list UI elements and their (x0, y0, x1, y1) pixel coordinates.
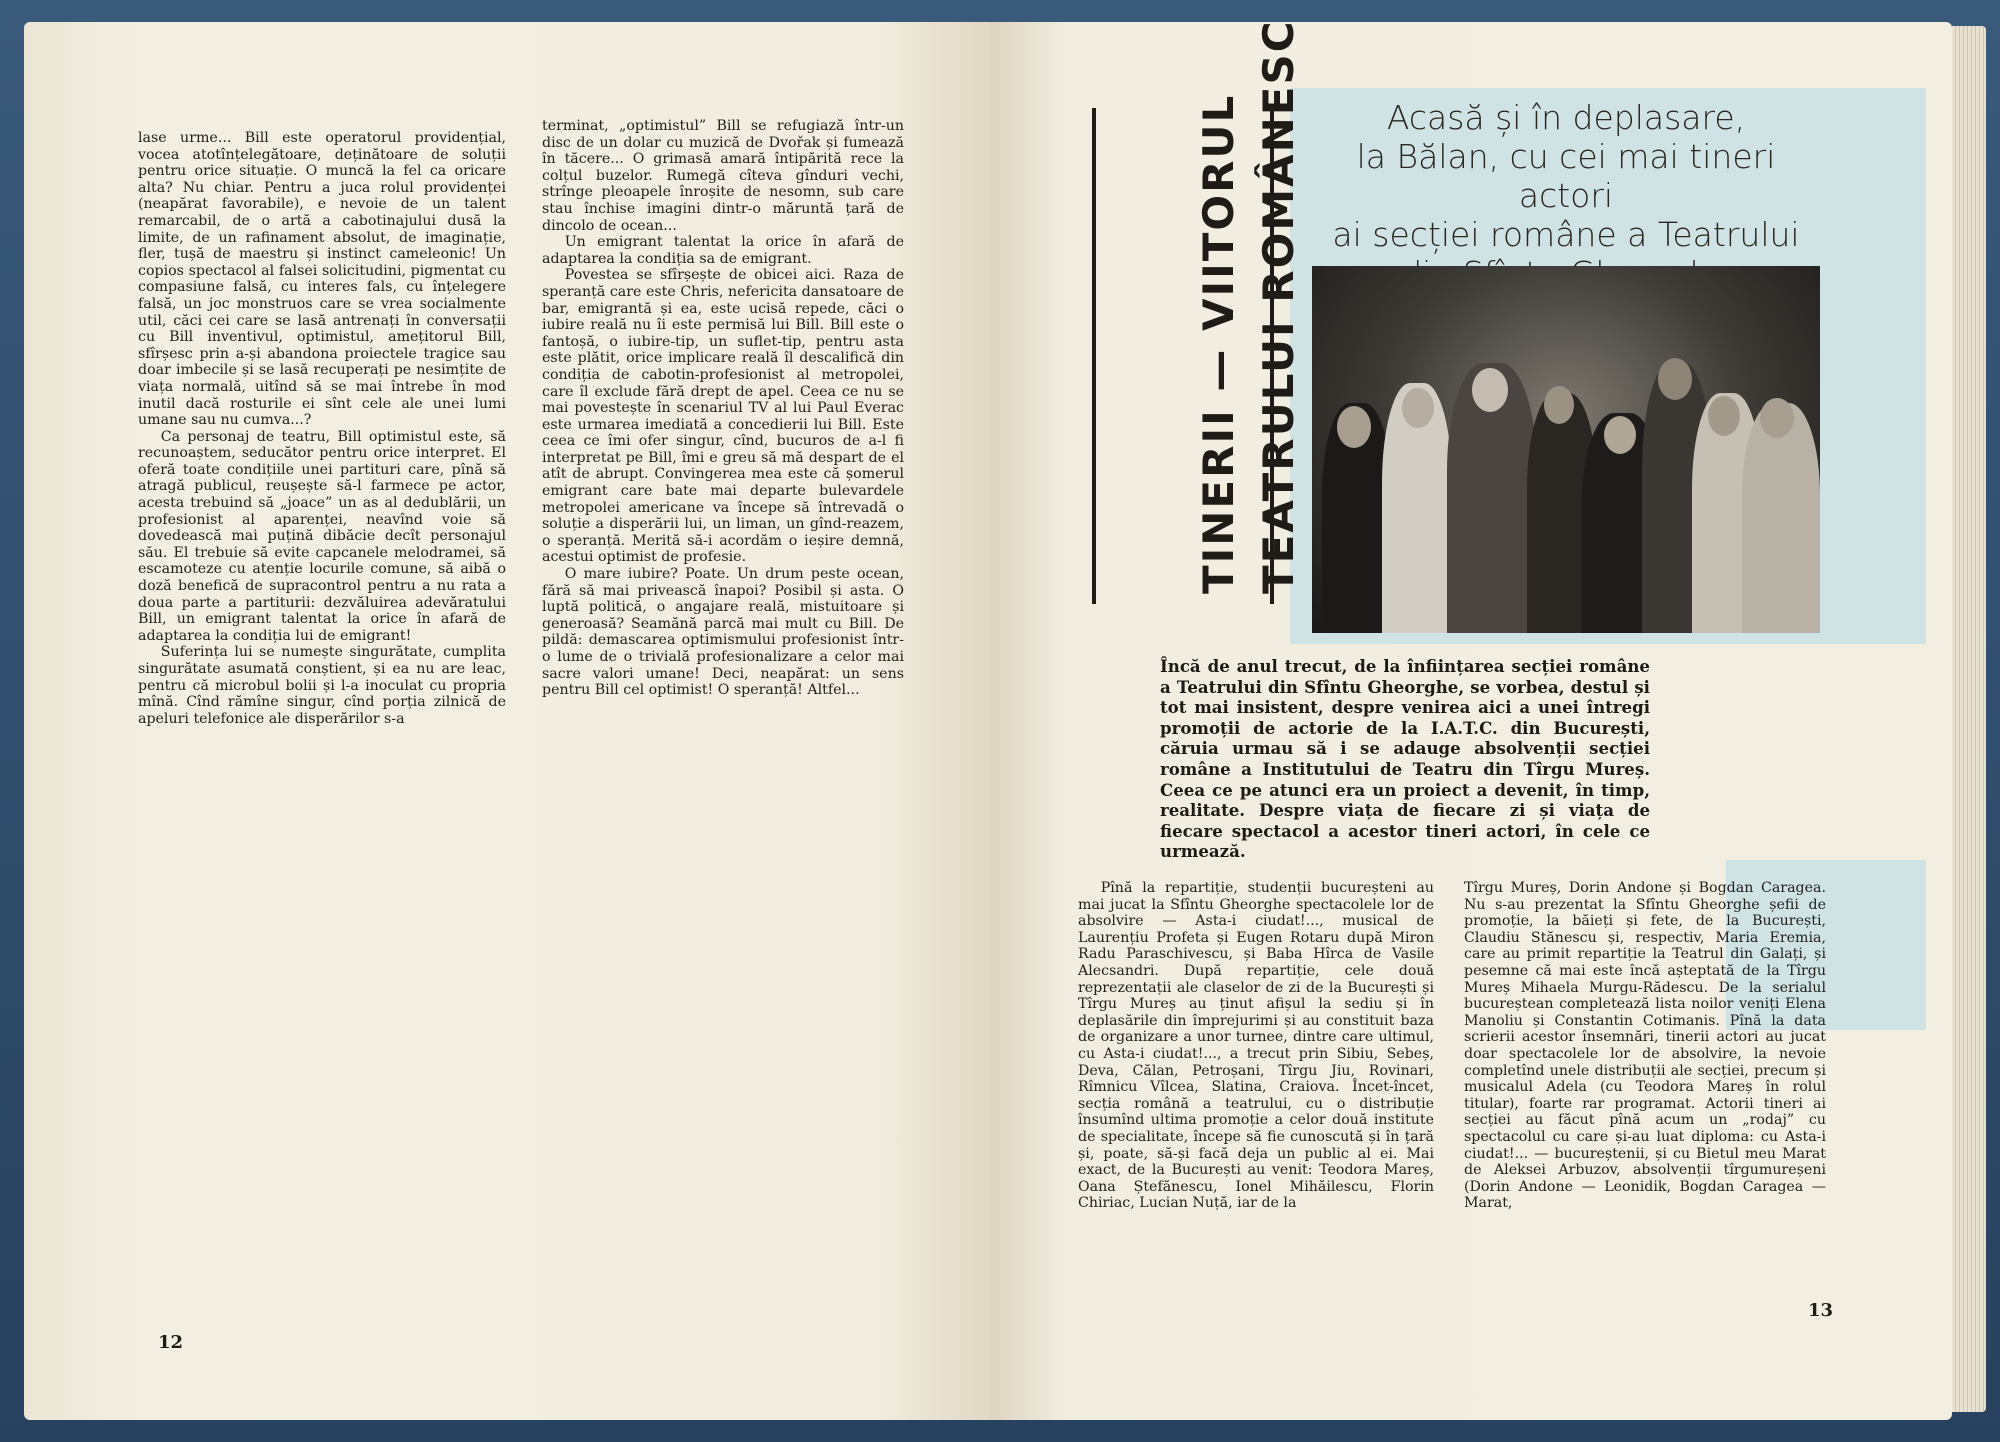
photo-figure (1742, 403, 1820, 633)
headline-line-3: ai secției române a Teatrului (1332, 215, 1800, 254)
right-col2-text: Tîrgu Mureș, Dorin Andone și Bogdan Caragea. Nu s-au prezentat la Sfîntu Gheorghe șefii de promoție, la băieți și fete, de la București, Claudiu Stănescu și, respectiv, Maria Eremia, care au primit repartiție la Teatrul din Galați, și pesemne că mai este încă așteptată de la Tîrgu Mureș Mihaela Murgu-Rădescu. De la serialul bucureștean completează lista noilor veniți Elena Manoliu și Constantin Cotimanis. Pînă la data scrierii acestor însemnări, tinerii actori au jucat doar spectacolele lor de absolvire, la nevoie completînd unele distribuții ale secției, precum și musicalul Adela (cu Teodora Mareș în rolul titular), foarte rar programat. Actorii tineri ai secției au făcut pînă acum un „rodaj” cu spectacolul cu care și-au luat diploma: cu Asta-i ciudat!... — bucureștenii, și cu Bietul meu Marat de Aleksei Arbuzov, absolvenții tîrgumureșeni (Dorin Andone — Leonidik, Bogdan Caragea — Marat, (1464, 880, 1826, 1212)
left-column-2 (542, 118, 904, 699)
left-col2-para-2: Un emigrant talentat la orice în afară de adaptarea la condiția sa de emigrant. (542, 234, 904, 267)
rubric-vertical-title (1086, 19, 1303, 610)
photo-face (1472, 368, 1508, 412)
left-col1-para-3: Suferința lui se numește singurătate, cumplita singurătate asumată conștient, și ea nu are leac, pentru că microbul bolii și l-a inoculat cu propria mînă. Cînd rămîne singur, cînd porția zilnică de apeluri telefonice ale disperărilor s-a (138, 644, 506, 727)
left-col2-para-1: terminat, „optimistul” Bill se refugiază într-un disc de un dolar cu muzică de Dvořak și fumează în tăcere... O grimasă amară întipărită rece la colțul buzelor. Rumegă cîteva gînduri vechi, strînge pleoapele înroșite de nesomn, sub care stau închise imagini dintr-o măruntă țară de dincolo de ocean... (542, 118, 904, 234)
page-number-left: 12 (158, 1332, 184, 1353)
photo-face (1708, 396, 1740, 436)
left-col2-para-4: O mare iubire? Poate. Un drum peste ocean, fără să mai privească înapoi? Posibil și asta. O luptă politică, o angajare reală, mistuitoare și generoasă? Seamănă parcă mai mult cu Bill. De pildă: demascarea optimismului profesionist într-o lume de o trivială profesionalizare a celor mai sacre valori umane! Deci, neapărat: un sens pentru Bill cel optimist! O speranță! Altfel... (542, 566, 904, 699)
group-photo (1312, 266, 1820, 633)
page-stack-edge (1952, 26, 1986, 1412)
photo-face (1760, 398, 1794, 438)
page-number-right: 13 (1808, 1300, 1834, 1321)
headline-line-2: la Bălan, cu cei mai tineri actori (1356, 137, 1776, 215)
right-column-1 (1078, 880, 1434, 1212)
rubric-line-1: TINERII — VIITORUL (1194, 93, 1243, 594)
headline-line-1: Acasă și în deplasare, (1386, 98, 1746, 137)
rubric-line-2: TEATRULUI ROMÂNESC (1254, 19, 1303, 594)
right-column-2 (1464, 880, 1826, 1212)
right-col1-text: Pînă la repartiție, studenții bucureșteni au mai jucat la Sfîntu Gheorghe spectacolele lor de absolvire — Asta-i ciudat!..., musical de Laurențiu Profeta și Eugen Rotaru după Miron Radu Paraschivescu, și Baba Hîrca de Vasile Alecsandri. După repartiție, cele două reprezentații ale claselor de zi de la București și Tîrgu Mureș au ținut afișul la sediu și în deplasările din împrejurimi și au constituit baza de organizare a unor turnee, dintre care ultimul, cu Asta-i ciudat!..., a trecut prin Sibiu, Sebeș, Deva, Călan, Petroșani, Tîrgu Jiu, Rovinari, Rîmnicu Vîlcea, Slatina, Craiova. Încet-încet, secția română a teatrului, cu o distribuție însumînd ultima promoție a celor două institute de specialitate, începe să fie cunoscută și în țară și, poate, să-și facă deja un public al ei. Mai exact, de la București au venit: Teodora Mareș, Oana Ștefănescu, Ionel Mihăilescu, Florin Chiriac, Lucian Nuță, iar de la (1078, 880, 1434, 1212)
photo-face (1658, 358, 1692, 400)
photo-face (1544, 386, 1574, 424)
photo-face (1402, 388, 1434, 428)
left-col1-para-2: Ca personaj de teatru, Bill optimistul este, să recunoaștem, seducător pentru orice interpret. El oferă toate condițiile unei partituri care, pînă să atragă publicul, reușește să-l farmece pe actor, acesta trebuind să „joace” un as al dedublării, un profesionist al aparenței, neavînd voie să dovedească mai puțină dibăcie decît personajul său. El trebuie să evite capcanele melodramei, să escamoteze cu atenție locurile comune, să aibă o doză benefică de supracontrol pentru a nu rata a doua parte a partiturii: dezvăluirea adevăratului Bill, un emigrant talentat la orice în afară de adaptarea la condiția lui de emigrant! (138, 428, 506, 644)
article-lead: Încă de anul trecut, de la înființarea secției române a Teatrului din Sfîntu Gheorghe, se vorbea, destul și tot mai insistent, despre venirea aici a unei întregi promoții de actorie de la I.A.T.C. din București, căruia urmau să i se adauge absolvenții secției române a Institutului de Teatru din Tîrgu Mureș. Ceea ce pe atunci era un proiect a devenit, în timp, realitate. Despre viața de fiecare zi și viața de fiecare spectacol a acestor tineri actori, în cele ce urmează. (1160, 656, 1650, 862)
article-headline (1306, 98, 1826, 293)
left-col1-para-1: lase urme... Bill este operatorul providențial, vocea atotînțelegătoare, deținătoare de soluții pentru orice situație. O muncă la fel ca oricare alta? Nu chiar. Pentru a juca rolul providenței (neapărat favorabile), e nevoie de un talent remarcabil, de o artă a cabotinajului dusă la limite, de un rafinament absolut, de imaginație, fler, tușă de maestru și instinct cameleonic! Un copios spectacol al falsei solicitudini, pigmentat cu compasiune falsă, cu interes fals, cu înțelegere falsă, un joc monstruos care se vrea socialmente util, căci cei care se lasă antrenați în conversații cu Bill inventivul, optimistul, amețitorul Bill, sfîrșesc prin a-și abandona proiectele tragice sau doar imbecile și se lasă recuperați pe nesimțite de viața normală, uitînd să se mai întrebe în mod inutil dacă rosturile ei sînt cele ale unei lumi umane sau nu cumva...? (138, 130, 506, 429)
left-col2-para-3: Povestea se sfîrșește de obicei aici. Raza de speranță care este Chris, nefericita dansatoare de bar, emigrantă și ea, este ucisă repede, căci o iubire reală nu îi este permisă lui Bill. Bill este o fantoșă, o iubire-tip, un suflet-tip, pentru asta este plătit, orice implicare reală îl descalifică din condiția de cabotin-profesionist al metropolei, care îl exclude fără drept de apel. Ceea ce nu se mai povestește în scenariul TV al lui Paul Everac este urmarea imediată a concedierii lui Bill. Este ceea ce îmi ofer singur, cînd, bucuros de a-l fi interpretat pe Bill, îmi e greu să mă despart de el atît de abrupt. Convingerea mea este că șomerul emigrant care bate mai departe bulevardele metropolei americane va începe să întrevadă o soluție a disperării lui, un liman, un gînd-reazem, o speranță. Merită să-i acordăm o ieșire demnă, acestui optimist de profesie. (542, 267, 904, 566)
left-column-1 (138, 130, 506, 727)
photo-face (1337, 406, 1371, 448)
photo-face (1604, 416, 1636, 454)
